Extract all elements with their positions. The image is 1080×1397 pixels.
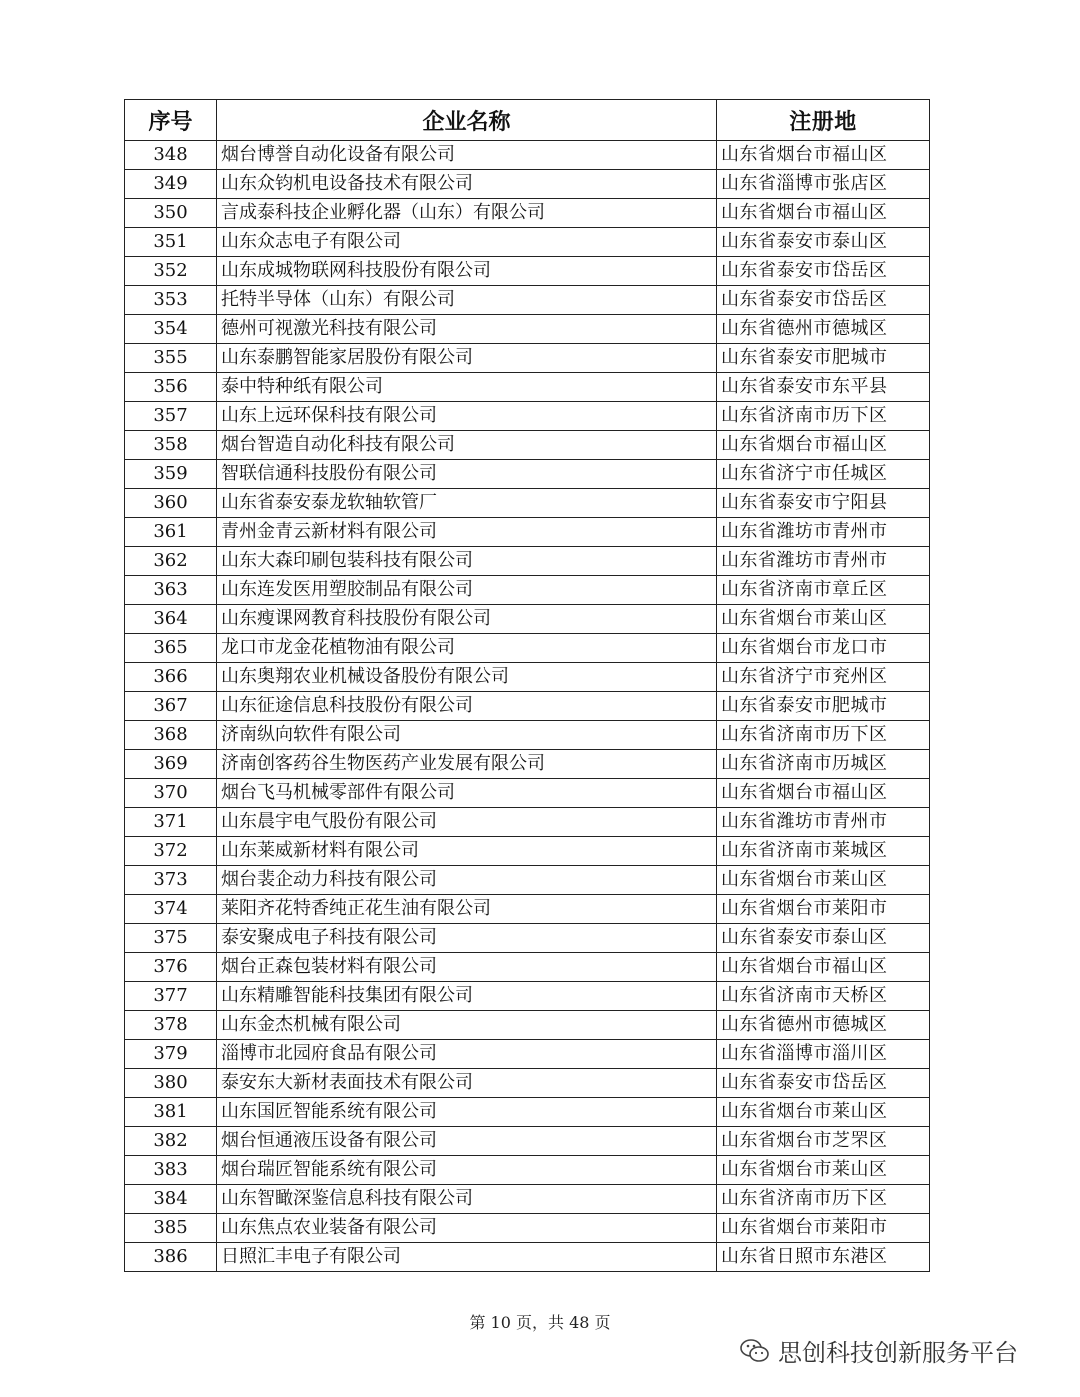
- row-num: 369: [125, 750, 217, 779]
- header-num: 序号: [125, 100, 217, 141]
- row-num: 353: [125, 286, 217, 315]
- table-row: [125, 953, 930, 982]
- page-number: 第 10 页，共 48 页: [469, 1313, 611, 1332]
- table-row: [125, 605, 930, 634]
- table-row: [125, 373, 930, 402]
- row-location: 山东省济南市历下区: [717, 721, 930, 750]
- row-num: 363: [125, 576, 217, 605]
- table-row: [125, 924, 930, 953]
- row-location: 山东省烟台市福山区: [717, 431, 930, 460]
- row-num: 379: [125, 1040, 217, 1069]
- table-row: [125, 547, 930, 576]
- row-company-name: 言成泰科技企业孵化器（山东）有限公司: [217, 199, 717, 228]
- table-row: [125, 808, 930, 837]
- row-location: 山东省泰安市肥城市: [717, 692, 930, 721]
- row-company-name: 山东连发医用塑胶制品有限公司: [217, 576, 717, 605]
- row-num: 355: [125, 344, 217, 373]
- row-company-name: 济南纵向软件有限公司: [217, 721, 717, 750]
- row-num: 386: [125, 1243, 217, 1272]
- row-location: 山东省烟台市龙口市: [717, 634, 930, 663]
- row-company-name: 日照汇丰电子有限公司: [217, 1243, 717, 1272]
- row-location: 山东省泰安市岱岳区: [717, 257, 930, 286]
- table-row: [125, 576, 930, 605]
- table-row: [125, 750, 930, 779]
- row-num: 360: [125, 489, 217, 518]
- header-location: 注册地: [717, 100, 930, 141]
- row-company-name: 德州可视激光科技有限公司: [217, 315, 717, 344]
- table-row: [125, 460, 930, 489]
- row-location: 山东省德州市德城区: [717, 315, 930, 344]
- row-location: 山东省济南市天桥区: [717, 982, 930, 1011]
- row-company-name: 山东众志电子有限公司: [217, 228, 717, 257]
- row-location: 山东省泰安市岱岳区: [717, 1069, 930, 1098]
- row-num: 367: [125, 692, 217, 721]
- row-company-name: 莱阳齐花特香纯正花生油有限公司: [217, 895, 717, 924]
- row-num: 351: [125, 228, 217, 257]
- row-company-name: 烟台智造自动化科技有限公司: [217, 431, 717, 460]
- row-num: 359: [125, 460, 217, 489]
- row-location: 山东省烟台市莱山区: [717, 605, 930, 634]
- row-location: 山东省泰安市宁阳县: [717, 489, 930, 518]
- row-num: 371: [125, 808, 217, 837]
- row-location: 山东省济宁市任城区: [717, 460, 930, 489]
- row-location: 山东省潍坊市青州市: [717, 518, 930, 547]
- row-location: 山东省泰安市泰山区: [717, 228, 930, 257]
- table-row: [125, 1098, 930, 1127]
- table-row: [125, 402, 930, 431]
- table-row: [125, 982, 930, 1011]
- row-company-name: 山东成城物联网科技股份有限公司: [217, 257, 717, 286]
- row-num: 350: [125, 199, 217, 228]
- row-company-name: 山东瘦课网教育科技股份有限公司: [217, 605, 717, 634]
- row-location: 山东省济南市历下区: [717, 1185, 930, 1214]
- row-company-name: 济南创客药谷生物医药产业发展有限公司: [217, 750, 717, 779]
- row-company-name: 烟台飞马机械零部件有限公司: [217, 779, 717, 808]
- row-company-name: 泰安聚成电子科技有限公司: [217, 924, 717, 953]
- row-location: 山东省烟台市福山区: [717, 199, 930, 228]
- row-num: 361: [125, 518, 217, 547]
- row-company-name: 烟台博誉自动化设备有限公司: [217, 141, 717, 170]
- table-row: [125, 837, 930, 866]
- row-company-name: 青州金青云新材料有限公司: [217, 518, 717, 547]
- header-name: 企业名称: [217, 100, 717, 141]
- table-row: [125, 663, 930, 692]
- row-company-name: 智联信通科技股份有限公司: [217, 460, 717, 489]
- row-num: 358: [125, 431, 217, 460]
- table-header-row: [125, 100, 930, 141]
- row-location: 山东省烟台市莱山区: [717, 866, 930, 895]
- row-num: 357: [125, 402, 217, 431]
- row-location: 山东省泰安市岱岳区: [717, 286, 930, 315]
- table-row: [125, 257, 930, 286]
- table-row: [125, 315, 930, 344]
- row-location: 山东省烟台市福山区: [717, 779, 930, 808]
- row-company-name: 烟台瑞匠智能系统有限公司: [217, 1156, 717, 1185]
- table-row: [125, 518, 930, 547]
- row-location: 山东省日照市东港区: [717, 1243, 930, 1272]
- company-table: [124, 99, 930, 1272]
- row-company-name: 烟台恒通液压设备有限公司: [217, 1127, 717, 1156]
- row-num: 354: [125, 315, 217, 344]
- row-location: 山东省烟台市莱阳市: [717, 895, 930, 924]
- row-location: 山东省潍坊市青州市: [717, 547, 930, 576]
- row-company-name: 山东众钧机电设备技术有限公司: [217, 170, 717, 199]
- row-num: 356: [125, 373, 217, 402]
- row-company-name: 山东焦点农业装备有限公司: [217, 1214, 717, 1243]
- row-location: 山东省淄博市淄川区: [717, 1040, 930, 1069]
- table-row: [125, 634, 930, 663]
- table-row: [125, 199, 930, 228]
- row-num: 368: [125, 721, 217, 750]
- row-company-name: 山东国匠智能系统有限公司: [217, 1098, 717, 1127]
- row-company-name: 淄博市北园府食品有限公司: [217, 1040, 717, 1069]
- row-location: 山东省烟台市芝罘区: [717, 1127, 930, 1156]
- row-num: 375: [125, 924, 217, 953]
- row-location: 山东省泰安市泰山区: [717, 924, 930, 953]
- row-location: 山东省淄博市张店区: [717, 170, 930, 199]
- row-company-name: 山东奥翔农业机械设备股份有限公司: [217, 663, 717, 692]
- row-location: 山东省潍坊市青州市: [717, 808, 930, 837]
- row-num: 366: [125, 663, 217, 692]
- table-row: [125, 431, 930, 460]
- table-row: [125, 489, 930, 518]
- table-row: [125, 1214, 930, 1243]
- table-row: [125, 895, 930, 924]
- row-num: 352: [125, 257, 217, 286]
- row-company-name: 山东征途信息科技股份有限公司: [217, 692, 717, 721]
- row-num: 376: [125, 953, 217, 982]
- table-row: [125, 692, 930, 721]
- row-company-name: 山东智瞰深鉴信息科技有限公司: [217, 1185, 717, 1214]
- row-company-name: 泰安东大新材表面技术有限公司: [217, 1069, 717, 1098]
- row-location: 山东省烟台市福山区: [717, 953, 930, 982]
- row-company-name: 山东精雕智能科技集团有限公司: [217, 982, 717, 1011]
- row-location: 山东省烟台市福山区: [717, 141, 930, 170]
- row-company-name: 山东泰鹏智能家居股份有限公司: [217, 344, 717, 373]
- row-num: 377: [125, 982, 217, 1011]
- row-num: 384: [125, 1185, 217, 1214]
- row-num: 382: [125, 1127, 217, 1156]
- table-row: [125, 1243, 930, 1272]
- row-num: 370: [125, 779, 217, 808]
- row-location: 山东省德州市德城区: [717, 1011, 930, 1040]
- row-location: 山东省烟台市莱山区: [717, 1098, 930, 1127]
- row-num: 374: [125, 895, 217, 924]
- watermark-text: 思创科技创新服务平台: [778, 1339, 1018, 1367]
- row-location: 山东省烟台市莱阳市: [717, 1214, 930, 1243]
- table-row: [125, 141, 930, 170]
- row-company-name: 山东省泰安泰龙软轴软管厂: [217, 489, 717, 518]
- row-company-name: 泰中特种纸有限公司: [217, 373, 717, 402]
- row-location: 山东省济南市章丘区: [717, 576, 930, 605]
- row-num: 362: [125, 547, 217, 576]
- table-row: [125, 344, 930, 373]
- row-company-name: 山东晨宇电气股份有限公司: [217, 808, 717, 837]
- table-row: [125, 1040, 930, 1069]
- row-company-name: 山东上远环保科技有限公司: [217, 402, 717, 431]
- row-company-name: 山东金杰机械有限公司: [217, 1011, 717, 1040]
- row-num: 385: [125, 1214, 217, 1243]
- row-location: 山东省泰安市东平县: [717, 373, 930, 402]
- table-row: [125, 866, 930, 895]
- row-num: 365: [125, 634, 217, 663]
- row-location: 山东省泰安市肥城市: [717, 344, 930, 373]
- table-row: [125, 721, 930, 750]
- table-row: [125, 779, 930, 808]
- table-row: [125, 1185, 930, 1214]
- row-num: 373: [125, 866, 217, 895]
- row-location: 山东省烟台市莱山区: [717, 1156, 930, 1185]
- row-location: 山东省济南市历下区: [717, 402, 930, 431]
- table-row: [125, 1156, 930, 1185]
- row-location: 山东省济南市莱城区: [717, 837, 930, 866]
- row-num: 364: [125, 605, 217, 634]
- row-num: 378: [125, 1011, 217, 1040]
- row-company-name: 托特半导体（山东）有限公司: [217, 286, 717, 315]
- table-row: [125, 170, 930, 199]
- row-num: 383: [125, 1156, 217, 1185]
- row-num: 380: [125, 1069, 217, 1098]
- row-location: 山东省济宁市兖州区: [717, 663, 930, 692]
- row-num: 381: [125, 1098, 217, 1127]
- watermark: [740, 1333, 1018, 1368]
- row-num: 349: [125, 170, 217, 199]
- table-row: [125, 286, 930, 315]
- table-row: [125, 1127, 930, 1156]
- row-company-name: 山东大森印刷包装科技有限公司: [217, 547, 717, 576]
- row-company-name: 山东莱威新材料有限公司: [217, 837, 717, 866]
- table-row: [125, 228, 930, 257]
- row-num: 372: [125, 837, 217, 866]
- row-location: 山东省济南市历城区: [717, 750, 930, 779]
- row-company-name: 烟台正森包装材料有限公司: [217, 953, 717, 982]
- row-company-name: 龙口市龙金花植物油有限公司: [217, 634, 717, 663]
- row-company-name: 烟台裴企动力科技有限公司: [217, 866, 717, 895]
- table-row: [125, 1069, 930, 1098]
- table-row: [125, 1011, 930, 1040]
- row-num: 348: [125, 141, 217, 170]
- wechat-icon: [740, 1338, 770, 1364]
